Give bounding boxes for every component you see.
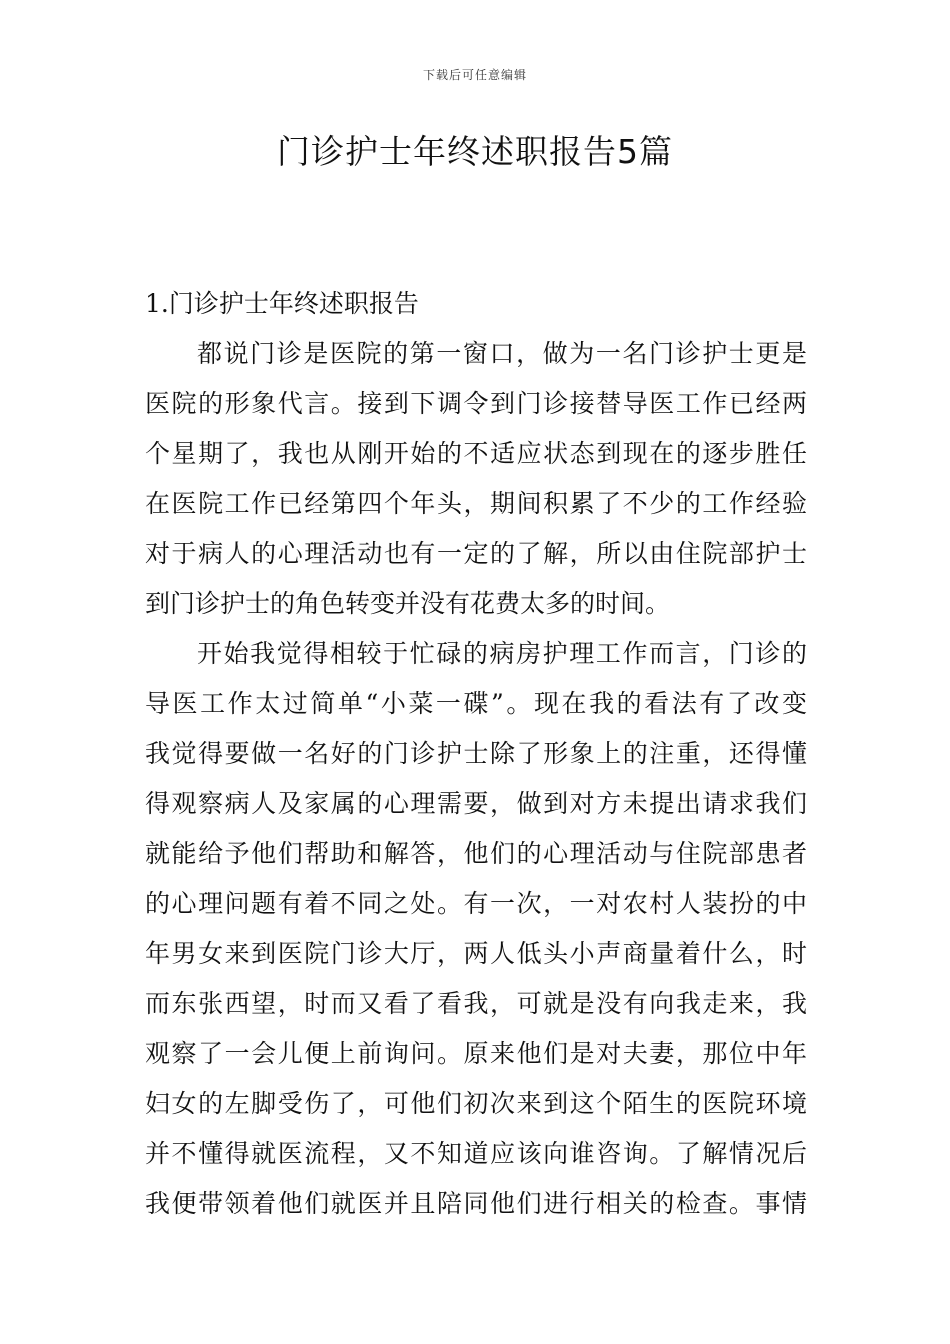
header-note: 下载后可任意编辑 [422, 68, 527, 82]
text-line: 到门诊护士的角色转变并没有花费太多的时间。 [145, 589, 671, 618]
text-line: 导医工作太过简单“小菜一碟”。现在我的看法有了改变 [145, 689, 807, 718]
text-line: 个星期了，我也从刚开始的不适应状态到现在的逐步胜任 [145, 439, 807, 468]
text-line: 妇女的左脚受伤了，可他们初次来到这个陌生的医院环境 [145, 1089, 807, 1118]
text-line: 得观察病人及家属的心理需要，做到对方未提出请求我们 [145, 789, 807, 818]
text-line: 开始我觉得相较于忙碌的病房护理工作而言，门诊的 [197, 639, 807, 668]
paragraph-1 [145, 329, 807, 629]
text-line: 医院的形象代言。接到下调令到门诊接替导医工作已经两 [145, 389, 807, 418]
text-line: 而东张西望，时而又看了看我，可就是没有向我走来，我 [145, 989, 807, 1018]
text-line: 年男女来到医院门诊大厅，两人低头小声商量着什么，时 [145, 939, 807, 968]
text-line: 并不懂得就医流程，又不知道应该向谁咨询。了解情况后 [145, 1139, 807, 1168]
text-line: 都说门诊是医院的第一窗口，做为一名门诊护士更是 [197, 339, 807, 368]
document-title: 门诊护士年终述职报告5篇 [277, 132, 673, 171]
text-line: 我觉得要做一名好的门诊护士除了形象上的注重，还得懂 [145, 739, 807, 768]
text-line: 我便带领着他们就医并且陪同他们进行相关的检查。事情 [145, 1189, 807, 1218]
text-line: 的心理问题有着不同之处。有一次，一对农村人装扮的中 [145, 889, 807, 918]
text-line: 观察了一会儿便上前询问。原来他们是对夫妻，那位中年 [145, 1039, 807, 1068]
paragraph-2 [145, 629, 807, 1229]
document-body [145, 279, 807, 1229]
section-heading: 1.门诊护士年终述职报告 [145, 289, 419, 318]
text-line: 就能给予他们帮助和解答，他们的心理活动与住院部患者 [145, 839, 807, 868]
text-line: 在医院工作已经第四个年头，期间积累了不少的工作经验 [145, 489, 807, 518]
text-line: 对于病人的心理活动也有一定的了解，所以由住院部护士 [145, 539, 807, 568]
